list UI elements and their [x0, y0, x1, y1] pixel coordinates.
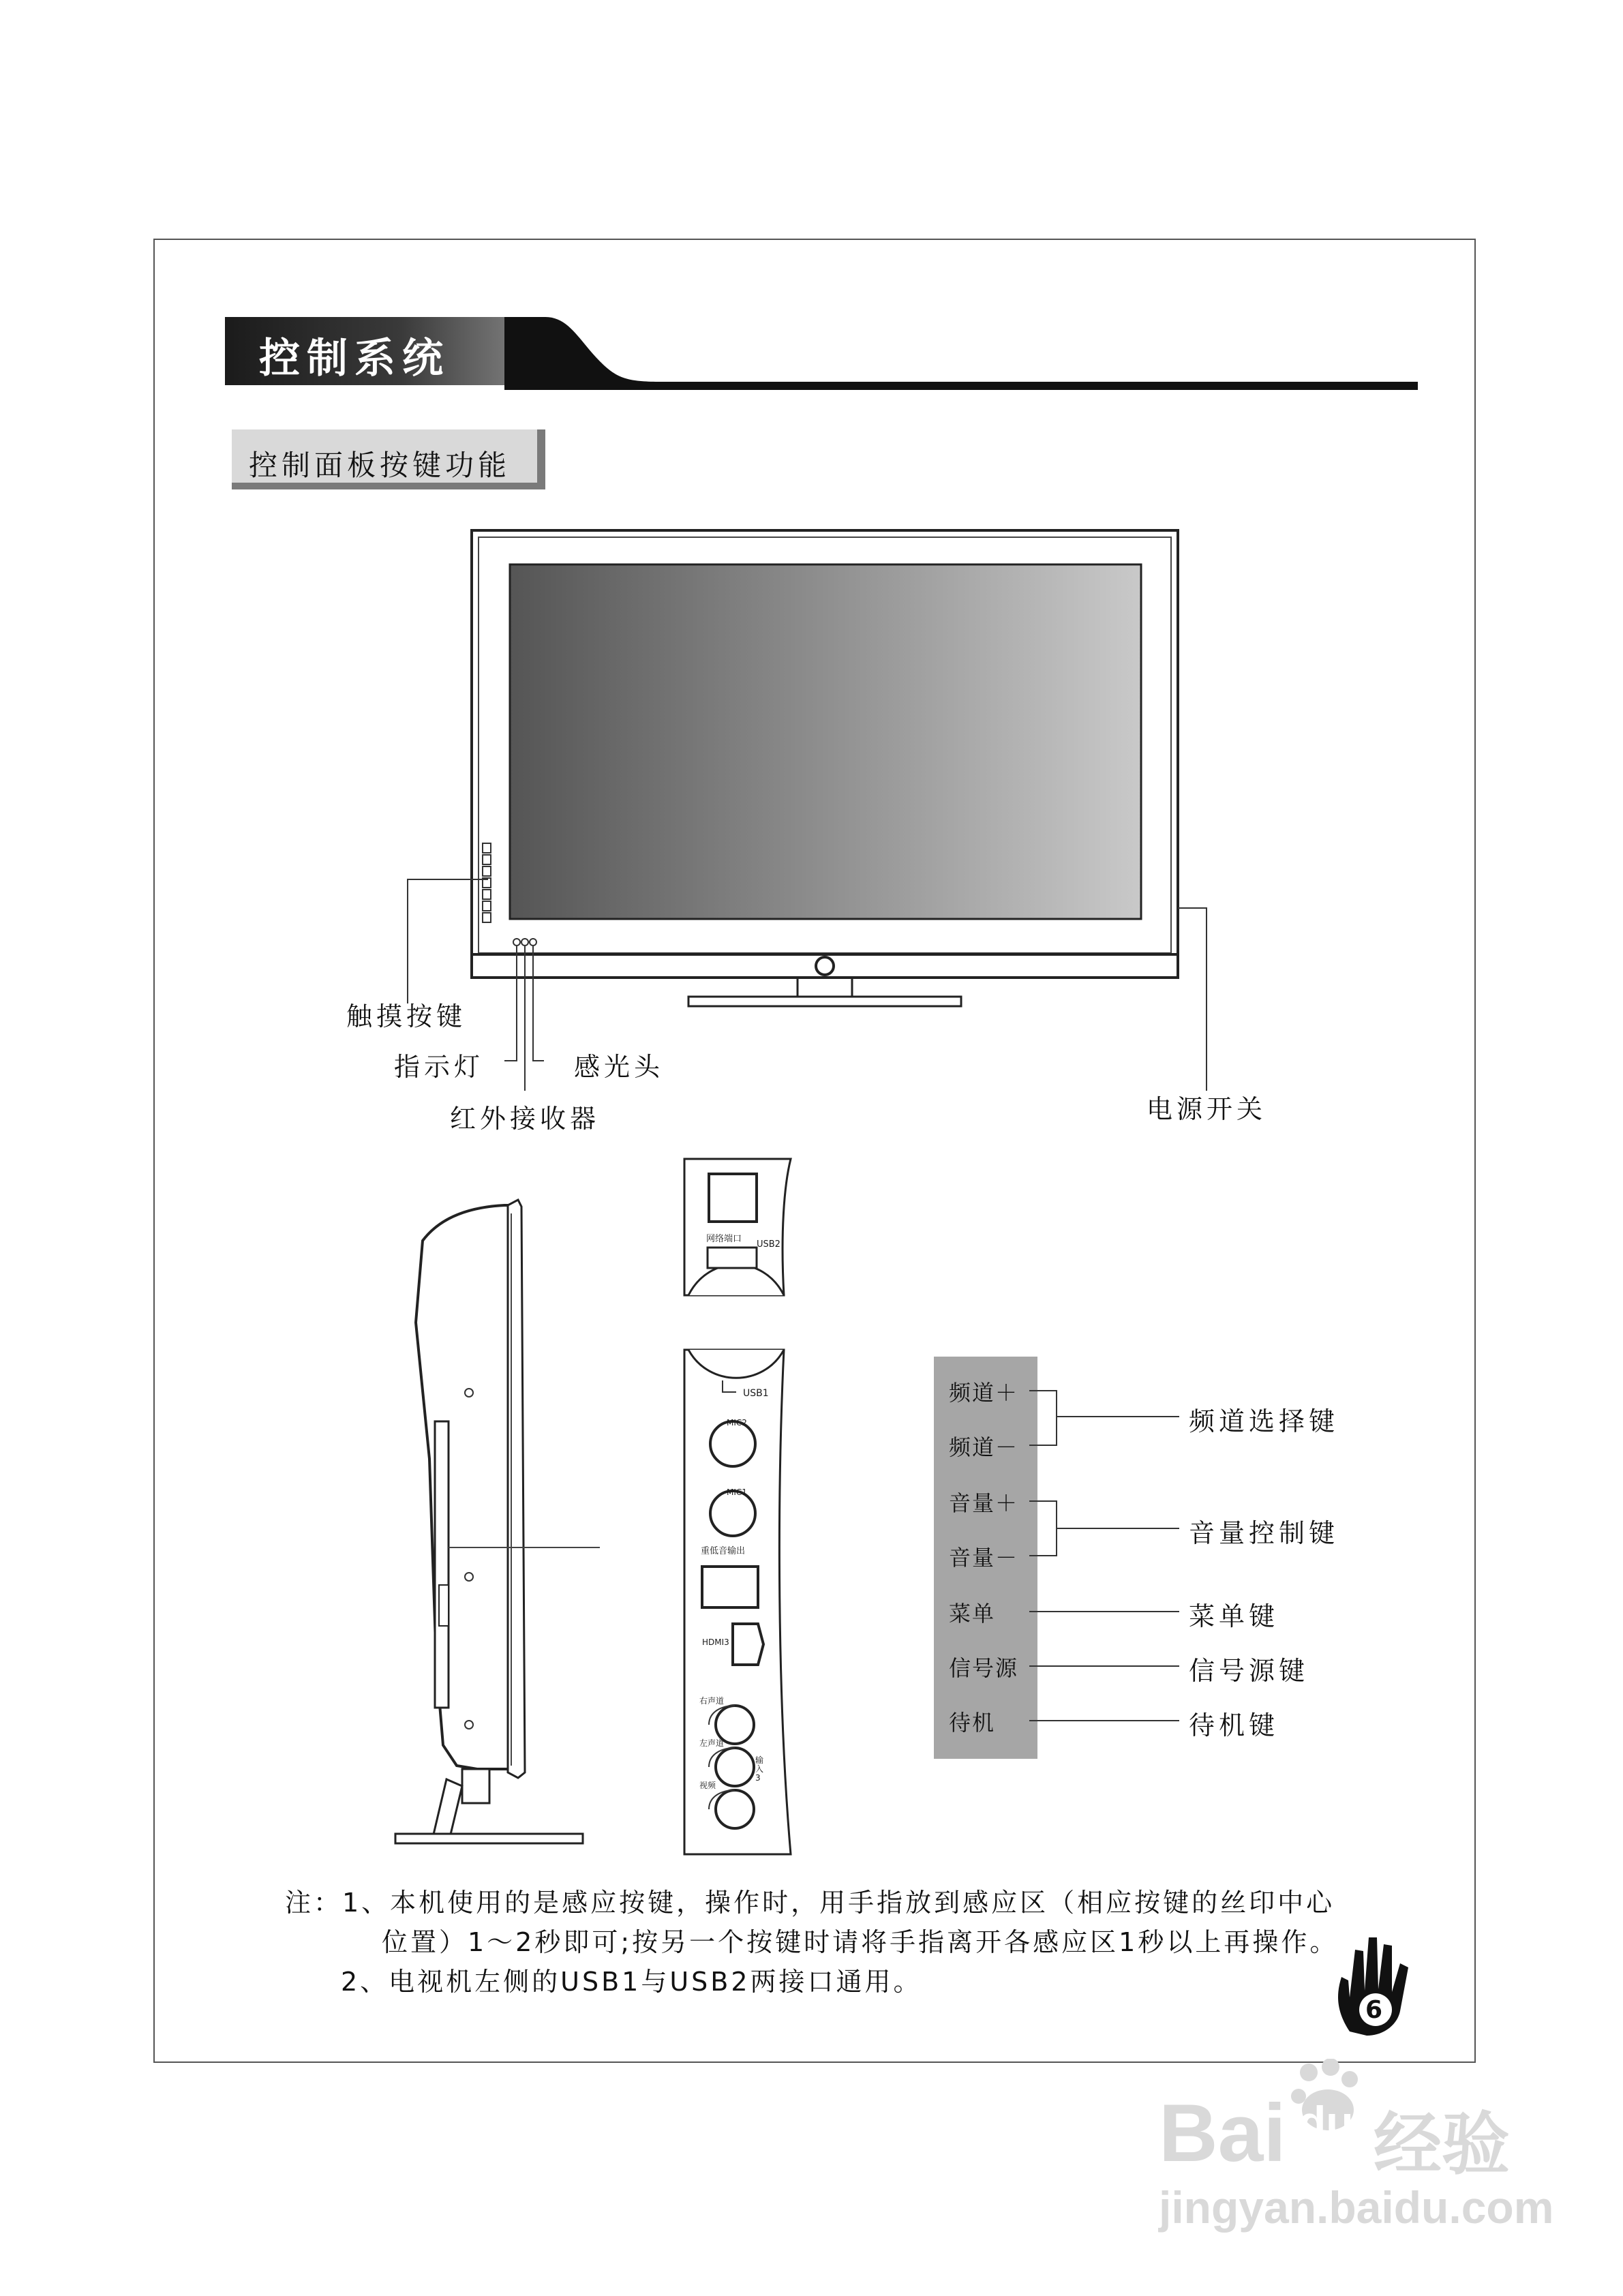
- key-source: 信号源: [949, 1655, 1019, 1681]
- key-channel-up: 频道＋: [949, 1380, 1019, 1406]
- watermark-brand: Bai: [1159, 2087, 1286, 2179]
- note-line-1: 注：1、本机使用的是感应按键，操作时，用手指放到感应区（相应按键的丝印中心: [285, 1888, 1335, 1918]
- key-volume-down: 音量－: [949, 1545, 1019, 1571]
- port-mic2: MIC2: [727, 1418, 747, 1428]
- key-standby: 待机: [949, 1710, 996, 1736]
- tv-side-diagram: [382, 1186, 600, 1854]
- func-channel-select: 频道选择键: [1189, 1406, 1339, 1436]
- port-mic1: MIC1: [727, 1487, 747, 1497]
- label-ir-receiver: 红外接收器: [450, 1104, 601, 1134]
- subsection-title: 控制面板按键功能: [249, 449, 511, 482]
- func-volume-control: 音量控制键: [1189, 1518, 1339, 1548]
- port-usb1: USB1: [743, 1388, 769, 1399]
- label-light-sensor: 感光头: [574, 1052, 665, 1082]
- watermark-cn: 经验: [1374, 2104, 1510, 2184]
- func-menu: 菜单键: [1189, 1601, 1279, 1631]
- side-panel-diagram: [682, 1152, 818, 1861]
- tv-front-diagram: [327, 518, 1281, 1118]
- key-leader-lines: [1022, 1377, 1200, 1745]
- port-left-audio: 左声道: [699, 1738, 725, 1748]
- port-video: 视频: [699, 1781, 716, 1790]
- port-subwoofer: 重低音输出: [701, 1546, 746, 1556]
- watermark-url: jingyan.baidu.com: [1159, 2182, 1554, 2233]
- port-hdmi3: HDMI3: [702, 1637, 729, 1647]
- page-number: 6: [1365, 1996, 1383, 2024]
- label-touch-keys: 触摸按键: [346, 1001, 467, 1031]
- label-indicator: 指示灯: [394, 1052, 485, 1082]
- func-standby: 待机键: [1189, 1710, 1279, 1740]
- port-network: 网络端口: [706, 1234, 742, 1244]
- section-title: 控制系统: [259, 335, 450, 382]
- label-power-switch: 电源开关: [1147, 1094, 1267, 1124]
- key-volume-up: 音量＋: [949, 1490, 1019, 1516]
- port-right-audio: 右声道: [699, 1696, 725, 1706]
- port-usb2: USB2: [757, 1239, 780, 1250]
- title-swoosh: [504, 314, 1418, 392]
- key-menu: 菜单: [949, 1601, 996, 1627]
- key-channel-down: 频道－: [949, 1434, 1019, 1460]
- port-input3: 输入3: [755, 1755, 764, 1783]
- note-line-3: 2、电视机左侧的USB1与USB2两接口通用。: [341, 1967, 922, 1997]
- note-line-2: 位置）1～2秒即可;按另一个按键时请将手指离开各感应区1秒以上再操作。: [382, 1927, 1339, 1957]
- func-source: 信号源键: [1189, 1656, 1309, 1686]
- watermark-brand-tail: du: [1299, 2097, 1354, 2147]
